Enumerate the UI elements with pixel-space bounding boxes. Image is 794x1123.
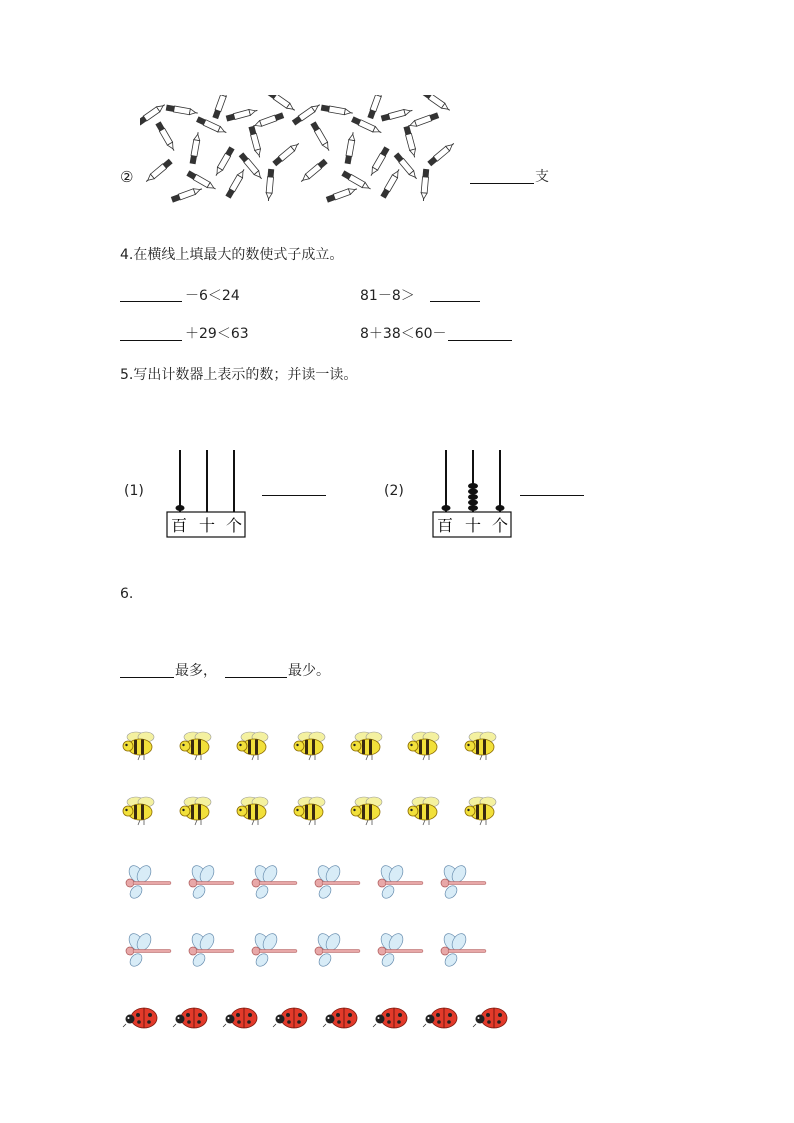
pencil-icon [272, 141, 300, 166]
place-ones: 个 [225, 516, 243, 535]
dragonfly-icon [252, 931, 297, 968]
bead [468, 483, 478, 489]
bee-icon [465, 732, 496, 760]
place-hundreds: 百 [170, 516, 188, 535]
abacus-2-label: (2) [384, 483, 404, 499]
bee-icon [351, 732, 382, 760]
bead [496, 505, 505, 511]
pencil-icon [190, 132, 201, 165]
pencil-icon [310, 121, 331, 152]
unit-label: 支 [535, 169, 549, 185]
question-6-title: 6. [120, 586, 134, 602]
pencil-icon [292, 102, 322, 125]
answer-blank-pencils[interactable] [470, 183, 534, 184]
bee-icon [294, 797, 325, 825]
pencil-icon [321, 105, 354, 116]
ladybug-icon [173, 1008, 207, 1028]
bee-icon [237, 732, 268, 760]
bead [468, 500, 478, 506]
answer-blank-abacus-2[interactable] [520, 495, 584, 496]
pencil-icon [225, 168, 246, 199]
dragonfly-icon [252, 863, 297, 900]
ladybug-icon [323, 1008, 357, 1028]
ladybug-icon [273, 1008, 307, 1028]
answer-blank-least[interactable] [225, 677, 287, 678]
dragonfly-icon [315, 931, 360, 968]
answer-blank-4-2[interactable] [430, 301, 480, 302]
animal-row-4 [120, 930, 520, 970]
answer-blank-4-1[interactable] [120, 301, 182, 302]
answer-blank-abacus-1[interactable] [262, 495, 326, 496]
equation-4-4: 8＋38＜60－ [360, 326, 447, 342]
bee-icon [408, 797, 439, 825]
dragonfly-icon [126, 863, 171, 900]
pencil-icon [252, 112, 284, 129]
ladybug-icon [473, 1008, 507, 1028]
pencil-icon [381, 107, 413, 121]
pencil-icon [299, 159, 327, 184]
pencil-icon [267, 95, 297, 113]
ladybug-icon [223, 1008, 257, 1028]
bead [468, 489, 478, 495]
item-marker: ② [120, 168, 134, 186]
question-4-title: 4.在横线上填最大的数使式子成立。 [120, 247, 344, 263]
dragonfly-icon [441, 931, 486, 968]
pencil-icon [326, 186, 358, 203]
bee-icon [294, 732, 325, 760]
ladybug-icon [423, 1008, 457, 1028]
bee-icon [465, 797, 496, 825]
question-5-title: 5.写出计数器上表示的数；并读一读。 [120, 367, 358, 383]
pencil-icon [345, 132, 356, 165]
pencil-icon [171, 186, 203, 203]
pencil-icon [420, 169, 429, 201]
bead [468, 494, 478, 500]
bee-icon [408, 732, 439, 760]
pencil-icon [155, 121, 176, 152]
bead [442, 505, 451, 511]
bee-icon [237, 797, 268, 825]
place-tens: 十 [464, 516, 482, 535]
pencil-cluster [140, 95, 455, 210]
place-ones: 个 [491, 516, 509, 535]
dragonfly-icon [378, 863, 423, 900]
bee-icon [123, 797, 154, 825]
bee-icon [180, 797, 211, 825]
pencil-icon [265, 169, 274, 201]
animal-row-3 [120, 862, 520, 902]
pencil-icon [407, 112, 439, 129]
pencil-icon [144, 159, 172, 184]
bee-icon [351, 797, 382, 825]
dragonfly-icon [126, 931, 171, 968]
abacus-1-label: (1) [124, 483, 144, 499]
place-hundreds: 百 [436, 516, 454, 535]
pencil-icon [403, 126, 417, 158]
dragonfly-icon [189, 863, 234, 900]
pencil-icon [351, 116, 383, 135]
pencil-icon [427, 141, 455, 166]
dragonfly-icon [378, 931, 423, 968]
bee-icon [180, 732, 211, 760]
bee-icon [123, 732, 154, 760]
place-tens: 十 [198, 516, 216, 535]
animal-row-5 [120, 998, 520, 1038]
equation-4-2: 81－8＞ [360, 288, 415, 304]
ladybug-icon [373, 1008, 407, 1028]
dragonfly-icon [441, 863, 486, 900]
pencil-icon [422, 95, 452, 113]
pencil-icon [380, 168, 401, 199]
abacus-1 [166, 448, 248, 540]
pencil-icon [166, 105, 199, 116]
most-label: 最多， [175, 663, 217, 679]
dragonfly-icon [315, 863, 360, 900]
bead [468, 505, 478, 511]
equation-4-1: －6＜24 [185, 288, 240, 304]
ladybug-icon [123, 1008, 157, 1028]
pencil-icon [248, 126, 262, 158]
animal-row-1 [120, 725, 520, 765]
answer-blank-4-3[interactable] [120, 340, 182, 341]
pencil-icon [213, 146, 234, 177]
pencil-icon [196, 116, 228, 135]
pencil-icon [368, 146, 389, 177]
dragonfly-icon [189, 931, 234, 968]
answer-blank-most[interactable] [120, 677, 174, 678]
bead [176, 505, 185, 511]
equation-4-3: ＋29＜63 [185, 326, 249, 342]
answer-blank-4-4[interactable] [448, 340, 512, 341]
abacus-2 [432, 448, 514, 540]
pencil-icon [140, 102, 166, 125]
pencil-icon [226, 107, 258, 121]
animal-row-2 [120, 790, 520, 830]
least-label: 最少。 [288, 663, 330, 679]
